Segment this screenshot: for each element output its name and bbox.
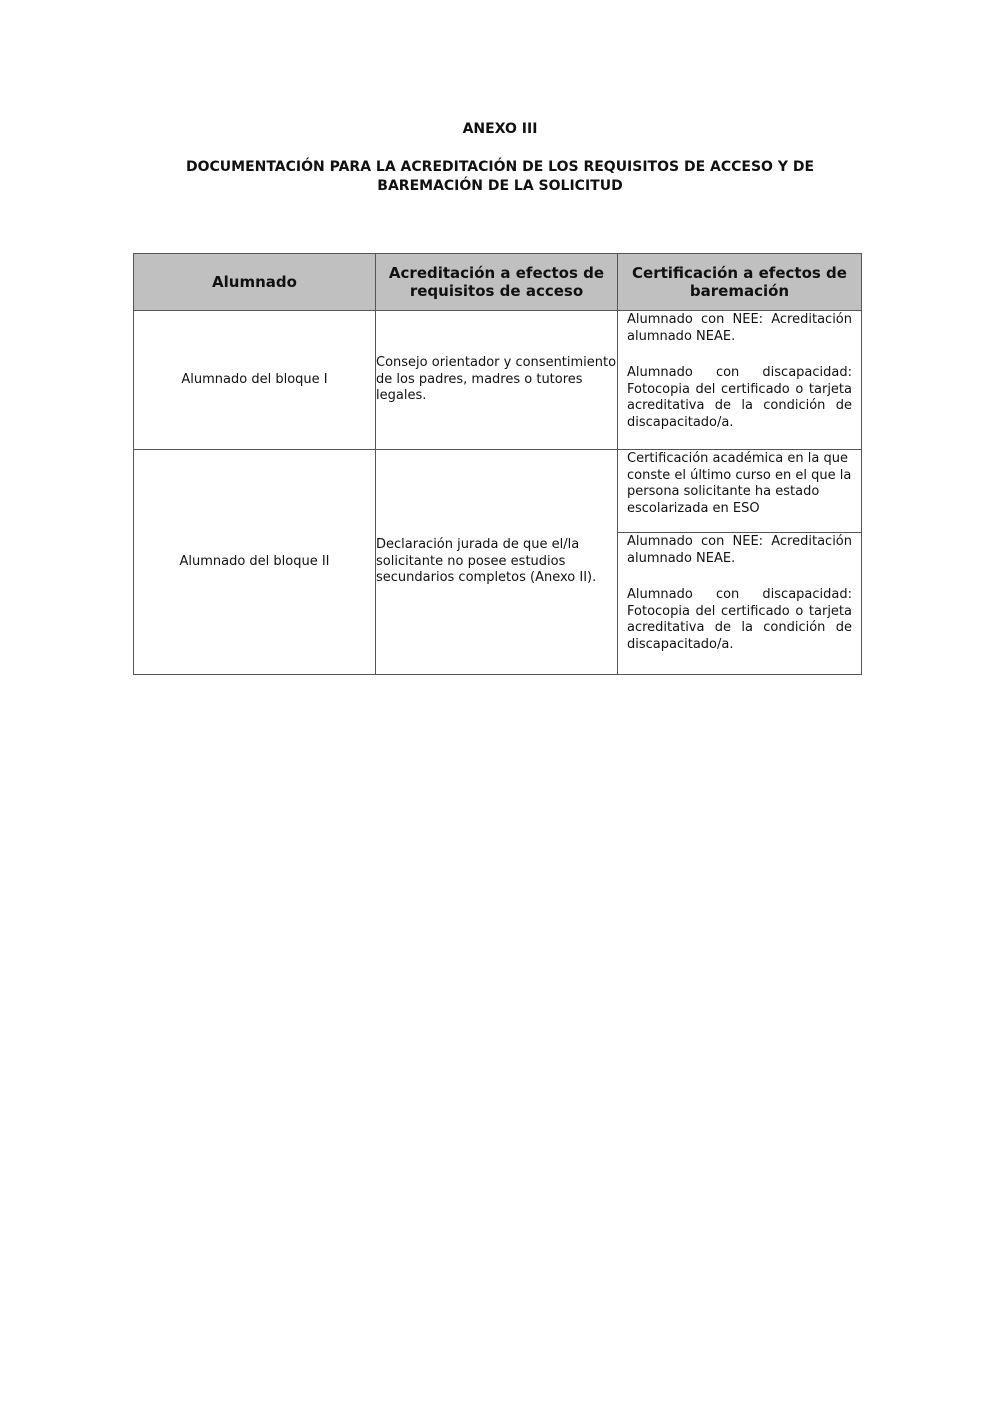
cell-alumnado: Alumnado del bloque I [134, 311, 376, 450]
table-row [134, 450, 862, 675]
cell-acreditacion: Consejo orientador y consentimiento de los padres, madres o tutores legales. [376, 311, 618, 450]
document-title: DOCUMENTACIÓN PARA LA ACREDITACIÓN DE LOS REQUISITOS DE ACCESO Y DE BAREMACIÓN DE LA SOLICITUD [185, 159, 815, 194]
cell-certificacion [618, 311, 862, 450]
requirements-table [133, 253, 862, 675]
certificacion-academica: Certificación académica en la que conste el último curso en el que la persona solicitante ha estado escolarizada en ESO [618, 450, 861, 533]
certificacion-discapacidad: Alumnado con discapacidad: Fotocopia del certificado o tarjeta acreditativa de la condición de discapacitado/a. [627, 365, 852, 430]
cell-acreditacion: Declaración jurada de que el/la solicitante no posee estudios secundarios completos (Anexo II). [376, 450, 618, 675]
certificacion-discapacidad: Alumnado con discapacidad: Fotocopia del certificado o tarjeta acreditativa de la condición de discapacitado/a. [627, 587, 852, 652]
header-acreditacion: Acreditación a efectos de requisitos de acceso [376, 254, 618, 311]
certificacion-nee: Alumnado con NEE: Acreditación alumnado NEAE. [627, 534, 852, 566]
cell-certificacion [618, 450, 862, 675]
table-header-row [134, 254, 862, 311]
cell-alumnado: Alumnado del bloque II [134, 450, 376, 675]
header-certificacion: Certificación a efectos de baremación [618, 254, 862, 311]
certificacion-nee: Alumnado con NEE: Acreditación alumnado NEAE. [627, 312, 852, 344]
table-row [134, 311, 862, 450]
annex-title: ANEXO III [462, 121, 538, 137]
header-alumnado: Alumnado [134, 254, 376, 311]
